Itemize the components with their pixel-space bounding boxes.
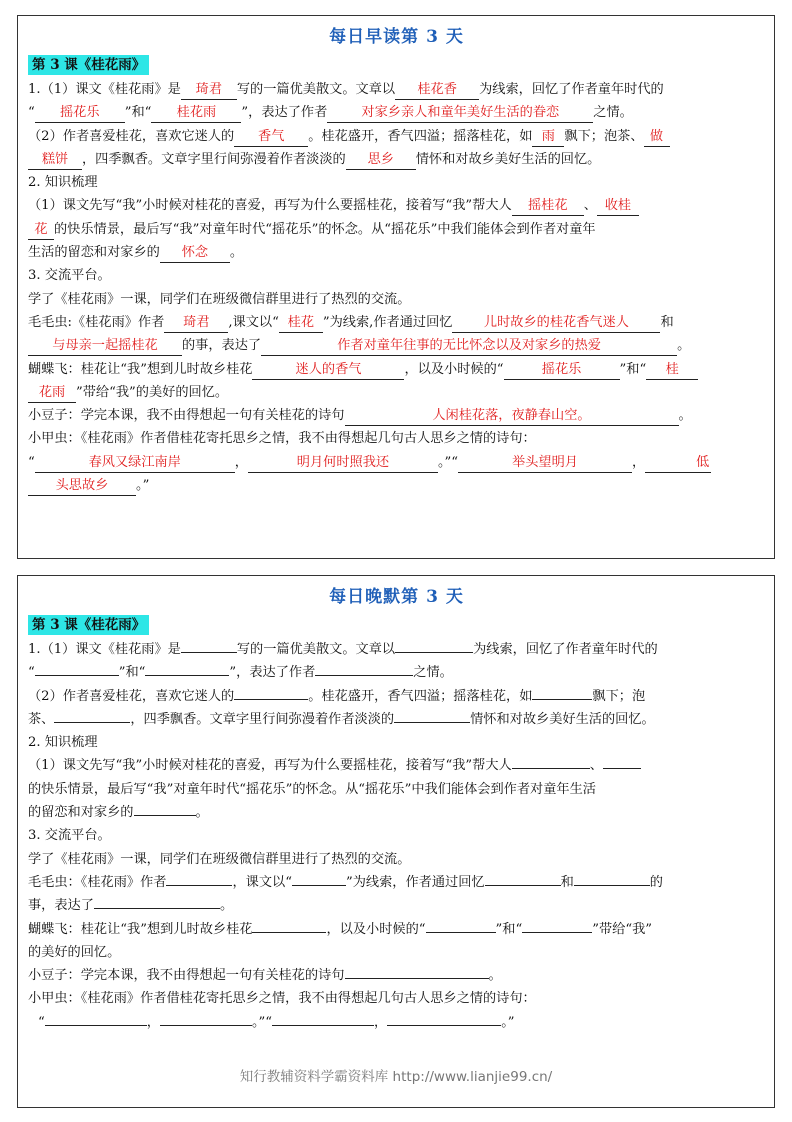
text: “ — [38, 1014, 45, 1030]
text: 蝴蝶飞：桂花让“我”想到儿时故乡桂花 — [28, 921, 253, 937]
blank-clue[interactable] — [292, 885, 346, 886]
text: 毛毛虫:《桂花雨》作者 — [28, 314, 165, 330]
q1-line-2 — [28, 661, 765, 684]
text: ，课文以“ — [232, 874, 292, 890]
text: 茶、 — [28, 711, 55, 727]
answer-author: 琦君 — [164, 314, 228, 333]
section-3-intro: 学了《桂花雨》一课，同学们在班级微信群里进行了热烈的交流。 — [28, 291, 411, 307]
answer-poem-3: 举头望明月 — [458, 454, 632, 473]
q2-line-1 — [28, 685, 765, 708]
answer-joy: 摇花乐 — [504, 361, 620, 380]
answer-memory-1: 儿时故乡的桂花香气迷人 — [452, 314, 660, 333]
xiaojiachong-line-2 — [28, 451, 765, 474]
blank-poem-1[interactable] — [45, 1025, 147, 1026]
text: 的 — [649, 874, 663, 890]
blank-memory-2[interactable] — [574, 885, 650, 886]
blank-author[interactable] — [181, 652, 237, 653]
section-3-intro: 学了《桂花雨》一课，同学们在班级微信群里进行了热烈的交流。 — [28, 851, 411, 867]
text: 1.（1）课文《桂花雨》是 — [28, 642, 181, 657]
sec2-line-1 — [28, 194, 765, 217]
answer-rain: 雨 — [532, 128, 564, 147]
maomaochong-line-1 — [28, 311, 765, 334]
text: 。 — [229, 245, 244, 261]
sec2-line-3 — [28, 241, 765, 264]
answer-clue: 桂花 — [279, 314, 323, 333]
xiaojiachong-line-3 — [28, 474, 765, 497]
text: 。”“ — [437, 454, 459, 470]
blank-clue[interactable] — [395, 652, 473, 653]
answer-cake-part-2: 糕饼 — [28, 151, 82, 170]
text: 蝴蝶飞：桂花让“我”想到儿时故乡桂花 — [28, 361, 253, 377]
text: 的事，表达了 — [182, 338, 262, 354]
text: 1.（1）课文《桂花雨》是 — [28, 82, 181, 97]
text: 。桂花盛开，香气四溢；摇落桂花，如 — [308, 688, 533, 704]
text: 事，表达了 — [28, 898, 94, 914]
blank-joy[interactable] — [426, 932, 496, 933]
q1-line-1 — [28, 78, 765, 101]
answer-rain-part-2: 花雨 — [28, 384, 76, 403]
text: 小豆子：学完本课，我不由得想起一句有关桂花的诗句 — [28, 408, 345, 424]
section-2-heading: 2. 知识梳理 — [28, 735, 98, 751]
section-2-heading: 2. 知识梳理 — [28, 175, 98, 191]
text: （1）课文先写“我”小时候对桂花的喜爱，再写为什么要摇桂花，接着写“我”帮大人 — [28, 758, 512, 774]
evening-dictation-panel — [17, 575, 775, 1108]
answer-collect-part-2: 花 — [28, 221, 54, 240]
text: 之情。 — [593, 105, 633, 121]
text: 和 — [660, 314, 674, 330]
answer-emotion: 作者对童年往事的无比怀念以及对家乡的热爱 — [261, 337, 677, 356]
answer-poem-4-part-2: 头思故乡 — [28, 477, 136, 496]
answer-memory-2: 桂花雨 — [151, 104, 241, 123]
text: “ — [28, 665, 35, 681]
text: （1）课文先写“我”小时候对桂花的喜爱，再写为什么要摇桂花，接着写“我”帮大人 — [28, 198, 512, 214]
text: ”和“ — [118, 665, 146, 681]
lesson-tag: 第 3 课《桂花雨》 — [28, 55, 149, 75]
blank-homesick[interactable] — [394, 722, 470, 723]
text: 和 — [560, 874, 574, 890]
answer-poem: 人闲桂花落，夜静春山空。 — [345, 407, 679, 426]
answer-miss: 怀念 — [160, 244, 230, 263]
morning-title: 每日早读第 3 天 — [329, 27, 464, 47]
answer-scent: 迷人的香气 — [252, 361, 404, 380]
answer-homesick: 思乡 — [346, 151, 416, 170]
answer-clue: 桂花香 — [395, 81, 479, 100]
xiaojiachong-line-1: 小甲虫：《桂花雨》作者借桂花寄托思乡之情，我不由得想起几句古人思乡之情的诗句： — [28, 431, 536, 447]
hudiefei-line-1 — [28, 918, 765, 941]
answer-emotion: 对家乡亲人和童年美好生活的眷恋 — [327, 104, 593, 123]
blank-miss[interactable] — [134, 815, 196, 816]
text: 、 — [589, 758, 603, 774]
text: ”为线索,作者通过回忆 — [322, 314, 453, 330]
blank-emotion[interactable] — [94, 908, 220, 909]
section-3-heading: 3. 交流平台。 — [28, 828, 111, 844]
maomaochong-line-1 — [28, 871, 765, 894]
text: 生活的留恋和对家乡的 — [28, 245, 160, 261]
morning-reading-panel — [17, 15, 775, 559]
blank-poem[interactable] — [345, 978, 489, 979]
sec2-line-1 — [28, 754, 765, 777]
section-3-heading: 3. 交流平台。 — [28, 268, 111, 284]
text: 。 — [195, 805, 209, 821]
text: ”为线索，作者通过回忆 — [345, 874, 485, 890]
text: ”带给“我”的美好的回忆。 — [76, 384, 229, 400]
text: （2）作者喜爱桂花，喜欢它迷人的 — [28, 128, 235, 144]
answer-poem-2: 明月何时照我还 — [248, 454, 438, 473]
blank-author[interactable] — [166, 885, 232, 886]
xiaodouzi-line — [28, 964, 765, 987]
blank-memory-2[interactable] — [145, 675, 229, 676]
answer-author: 琦君 — [181, 81, 237, 100]
text: ”和“ — [619, 361, 647, 377]
blank-emotion[interactable] — [315, 675, 413, 676]
xiaodouzi-line — [28, 404, 765, 427]
text: （2）作者喜爱桂花，喜欢它迷人的 — [28, 688, 235, 704]
text: ”，表达了作者 — [229, 665, 316, 681]
text: 情怀和对故乡美好生活的回忆。 — [470, 711, 655, 727]
hudiefei-line-2: 的美好的回忆。 — [28, 944, 121, 960]
q2-line-2 — [28, 708, 765, 731]
xiaojiachong-line-2 — [28, 1011, 765, 1034]
text: ”带给“我” — [592, 921, 653, 937]
text: 、 — [583, 198, 597, 214]
footer-watermark: 知行教辅资料学霸资料库 http://www.lianjie99.cn/ — [239, 1069, 553, 1085]
xiaojiachong-line-1: 小甲虫：《桂花雨》作者借桂花寄托思乡之情，我不由得想起几句古人思乡之情的诗句： — [28, 991, 536, 1007]
text: 的快乐情景，最后写“我”对童年时代“摇花乐”的怀念。从“摇花乐”中我们能体会到作者对童年 — [54, 221, 596, 237]
evening-title: 每日晚默第 3 天 — [329, 587, 464, 607]
blank-rain[interactable] — [532, 699, 592, 700]
text: ”和“ — [124, 105, 152, 121]
text: 。 — [219, 898, 234, 914]
text: 写的一篇优美散文。文章以 — [236, 82, 396, 97]
text: ，四季飘香。文章字里行间弥漫着作者淡淡的 — [130, 711, 395, 727]
text: ，以及小时候的“ — [404, 361, 504, 377]
blank-poem-4[interactable] — [387, 1025, 501, 1026]
text: 飘下；泡 — [592, 688, 646, 704]
text: 小豆子：学完本课，我不由得想起一句有关桂花的诗句 — [28, 968, 345, 984]
text: “ — [28, 454, 35, 470]
blank-rain[interactable] — [522, 932, 592, 933]
answer-poem-4-part-1: 低 — [645, 454, 711, 473]
text: ”和“ — [495, 921, 523, 937]
hudiefei-line-1 — [28, 358, 765, 381]
text: ，以及小时候的“ — [326, 921, 426, 937]
text: 飘下；泡茶、 — [564, 128, 644, 144]
answer-shake: 摇桂花 — [512, 197, 584, 216]
answer-rain-part-1: 桂 — [646, 361, 698, 380]
text: 。” — [501, 1014, 515, 1030]
text: 。 — [677, 338, 691, 354]
q1-line-1 — [28, 638, 765, 661]
blank-fragrance[interactable] — [234, 699, 308, 700]
text: 写的一篇优美散文。文章以 — [236, 642, 396, 657]
q2-line-1 — [28, 125, 765, 148]
text: 的留恋和对家乡的 — [28, 805, 134, 821]
text: 为线索，回忆了作者童年时代的 — [479, 82, 664, 97]
blank-collect[interactable] — [603, 768, 641, 769]
blank-memory-1[interactable] — [35, 675, 119, 676]
text: 。 — [678, 408, 692, 424]
text: 毛毛虫：《桂花雨》作者 — [28, 874, 167, 890]
sec2-line-2 — [28, 218, 765, 241]
hudiefei-line-2 — [28, 381, 765, 404]
answer-poem-1: 春风又绿江南岸 — [35, 454, 235, 473]
answer-memory-1: 摇花乐 — [35, 104, 125, 123]
text: ， — [146, 1014, 160, 1030]
answer-collect-part-1: 收桂 — [597, 197, 639, 216]
text: 。” — [136, 478, 150, 494]
answer-fragrance: 香气 — [234, 128, 308, 147]
blank-poem-3[interactable] — [272, 1025, 374, 1026]
text: 。桂花盛开，香气四溢；摇落桂花，如 — [308, 128, 533, 144]
lesson-tag: 第 3 课《桂花雨》 — [28, 615, 149, 635]
blank-memory-1[interactable] — [485, 885, 561, 886]
text: ,课文以“ — [228, 314, 279, 330]
blank-poem-2[interactable] — [160, 1025, 252, 1026]
text: “ — [28, 105, 35, 121]
q1-line-2 — [28, 101, 765, 124]
maomaochong-line-2 — [28, 894, 765, 917]
blank-scent[interactable] — [252, 932, 326, 933]
text: 之情。 — [413, 665, 453, 681]
q2-line-2 — [28, 148, 765, 171]
answer-cake-part-1: 做 — [644, 128, 670, 147]
text: 情怀和对故乡美好生活的回忆。 — [415, 151, 601, 167]
maomaochong-line-2 — [28, 334, 765, 357]
answer-memory-2: 与母亲一起摇桂花 — [28, 337, 182, 356]
text: 。”“ — [251, 1014, 273, 1030]
text: ， — [234, 454, 248, 470]
text: ， — [374, 1014, 388, 1030]
text: ， — [632, 454, 646, 470]
sec2-line-3 — [28, 801, 765, 824]
text: ，四季飘香。文章字里行间弥漫着作者淡淡的 — [82, 151, 346, 167]
text: 为线索，回忆了作者童年时代的 — [473, 642, 658, 657]
blank-cake[interactable] — [54, 722, 130, 723]
text: 。 — [488, 968, 502, 984]
blank-shake[interactable] — [512, 768, 590, 769]
text: ”，表达了作者 — [241, 105, 328, 121]
sec2-line-2: 的快乐情景，最后写“我”对童年时代“摇花乐”的怀念。从“摇花乐”中我们能体会到作者对童年生活 — [28, 781, 596, 797]
